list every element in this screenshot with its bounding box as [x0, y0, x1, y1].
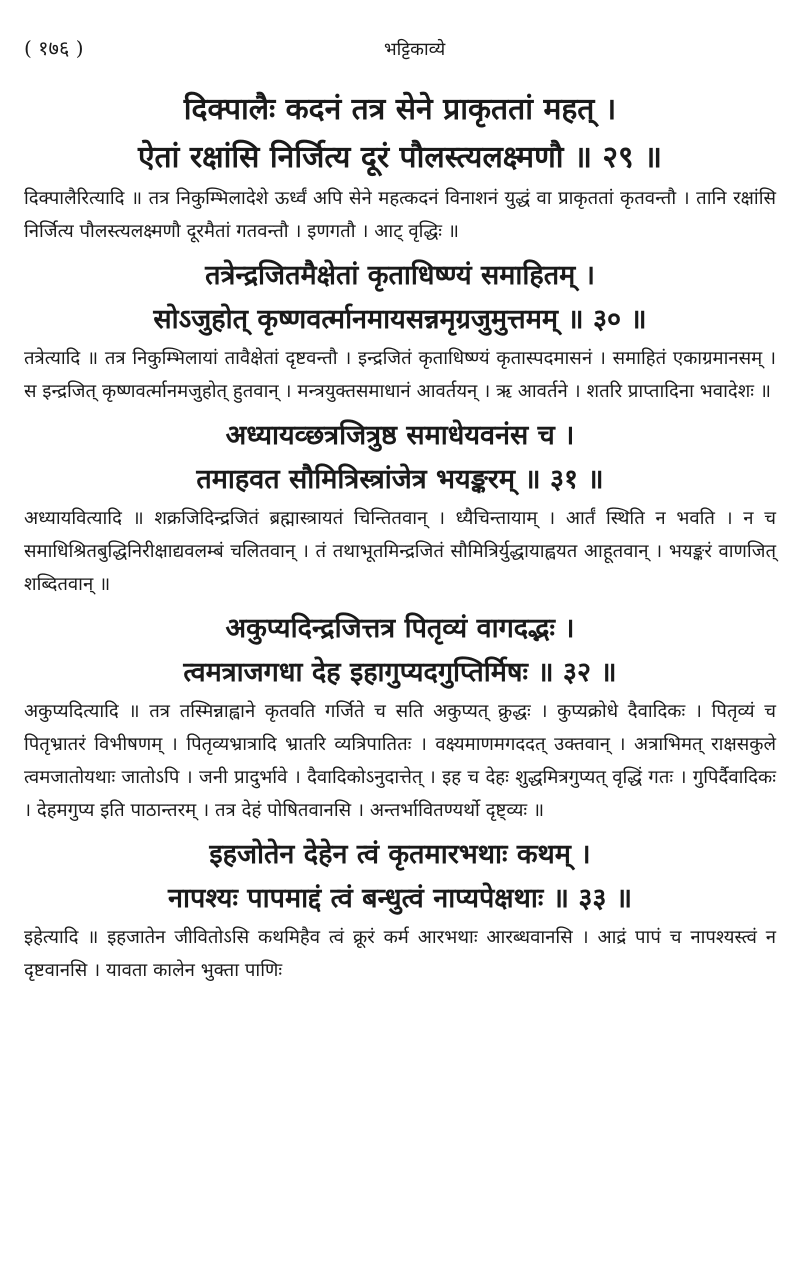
- commentary: अध्यायवित्यादि ॥ शक्रजिदिन्द्रजितं ब्रह्मास्त्रायतं चिन्तितवान् । ध्यैचिन्तायाम् । आर्तं स्थिति न भवति । न च समाधिश्रितबुद्धिनिरीक्षाद्यवलम्बं चलितवान् । तं तथाभूतमिन्द्रजितं सौमित्रिर्युद्धायाह्वयत आहूतवान् । भयङ्करं वाणजित् शब्दितवान् ॥: [24, 508, 776, 595]
- verse-block: [24, 86, 776, 248]
- verse-block: [24, 607, 776, 827]
- verse-line: इहजोतेन देहेन त्वं कृतमारभथाः कथम् ।: [209, 839, 591, 870]
- commentary: दिक्पालैरित्यादि ॥ तत्र निकुम्भिलादेशे ऊर्ध्वं अपि सेने महत्कदनं विनाशनं युद्धं वा प्राकृततां कृतवन्तौ । तानि रक्षांसि निर्जित्य पौलस्त्यलक्ष्मणौ दूरमैतां गतवन्तौ । इणगतौ । आट् वृद्धिः ॥: [24, 188, 776, 242]
- verse-block: [24, 254, 776, 408]
- verse-line: तमाहवत सौमित्रिस्त्रांजेत्र भयङ्करम् ॥ ३१ ॥: [196, 464, 604, 495]
- page-number: ( १७६ ): [24, 36, 84, 60]
- verse-line: अध्यायव्छत्रजित्रुष्ठ समाधेयवनंस च ।: [225, 420, 575, 451]
- commentary: तत्रेत्यादि ॥ तत्र निकुम्भिलायां तावैक्षेतां दृष्टवन्तौ । इन्द्रजितं कृताधिष्ण्यं कृतास्पदमासनं । समाहितं एकाग्रमानसम् । स इन्द्रजित् कृष्णवर्त्मानमजुहोत् हुतवान् । मन्त्रयुक्तसमाधानं आवर्तयन् । ऋ आवर्तने । शतरि प्राप्तादिना भवादेशः ॥: [24, 348, 776, 402]
- verse-line: तत्रेन्द्रजितमैक्षेतां कृताधिष्ण्यं समाहितम् ।: [205, 260, 595, 291]
- verse-line: अकुप्यदिन्द्रजित्तत्र पितृव्यं वागदद्भः ।: [225, 613, 575, 644]
- page-header: [24, 34, 776, 80]
- verse-block: [24, 414, 776, 601]
- verse-line: सोऽजुहोत् कृष्णवर्त्मानमायसन्नमृग्रजुमुत्तमम् ॥ ३० ॥: [153, 304, 647, 335]
- verse-block: [24, 833, 776, 987]
- verse-line: त्वमत्राजगधा देह इहागुप्यदगुप्तिर्मिषः ॥ ३२ ॥: [183, 657, 617, 688]
- running-title: भट्टिकाव्ये: [384, 39, 446, 60]
- verse-line: ऐतां रक्षांसि निर्जित्य दूरं पौलस्त्यलक्ष्मणौ ॥ २९ ॥: [137, 140, 663, 175]
- verse-line: नापश्यः पापमाद्दं त्वं बन्धुत्वं नाप्यपेक्षथाः ॥ ३३ ॥: [168, 883, 632, 914]
- commentary: अकुप्यदित्यादि ॥ तत्र तस्मिन्नाह्वाने कृतवति गर्जिते च सति अकुप्यत् क्रुद्धः । कुप्यक्रोधे दैवादिकः । पितृव्यं च पितृभ्रातरं विभीषणम् । पितृव्यभ्रात्रादि भ्रातरि व्यत्रिपातितः । वक्ष्यमाणमगददत् उक्तवान् । अत्राभिमत् राक्षसकुले त्वमजातोयथाः जातोऽपि । जनी प्रादुर्भावे । दैवादिकोऽनुदात्तेत् । इह च देहः शुद्धमित्रगुप्यत् वृद्धिं गतः । गुपिर्दैवादिकः । देहमगुप्य इति पाठान्तरम् । तत्र देहं पोषितवानसि । अन्तर्भावितण्यर्थो दृष्ट्व्यः ॥: [24, 701, 776, 821]
- commentary: इहेत्यादि ॥ इहजातेन जीवितोऽसि कथमिहैव त्वं क्रूरं कर्म आरभथाः आरब्धवानसि । आद्रं पापं च नापश्यस्त्वं न दृष्टवानसि । यावता कालेन भुक्ता पाणिः: [24, 927, 776, 981]
- verse-line: दिक्पालैः कदनं तत्र सेने प्राकृततां महत् ।: [183, 92, 617, 127]
